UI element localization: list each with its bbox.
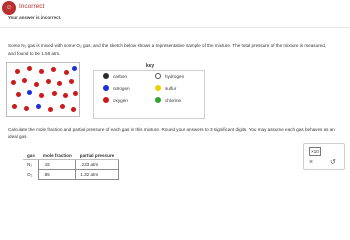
carbon-swatch-icon [103,73,109,79]
question-text-line1: Some N₂ gas is mixed with some O₂ gas, and the sketch below shows a representative sample of the mixture. The total pressure of the mixture is measured, [8,43,327,48]
key-label: sulfur [165,85,177,91]
oxygen-molecule [11,80,16,85]
undo-icon[interactable]: ↺ [330,159,336,166]
table-header-row [23,152,118,160]
table-row [23,160,118,170]
incorrect-status-icon: ☺ [2,1,16,15]
oxygen-molecule [15,69,20,74]
divider [0,27,350,28]
question-text-line3: Calculate the mole fraction and partial pressure of each gas in this mixture. Round your answers to 3 significant digits. You may assume each gas behaves as an [8,127,335,132]
key-label: oxygen [113,97,128,103]
oxygen-swatch-icon [103,97,109,103]
oxygen-molecule [69,79,74,84]
oxygen-molecule [46,79,51,84]
oxygen-molecule [71,107,76,112]
oxygen-molecule [39,93,44,98]
mole-fraction-input[interactable]: .15 [39,160,76,170]
status-message: Your answer is incorrect. [8,15,62,20]
answer-table [23,152,119,180]
answer-tools-panel [303,143,345,170]
oxygen-molecule [52,91,57,96]
key-label: chlorine [165,97,182,103]
key-label: carbon [113,73,128,79]
sulfur-swatch-icon [155,85,161,91]
nitrogen-swatch-icon [103,85,109,91]
clear-icon[interactable]: × [309,159,314,166]
oxygen-molecule [64,70,69,75]
column-header-gas: gas [23,152,39,160]
oxygen-molecule [60,104,65,109]
hydrogen-swatch-icon [155,73,161,79]
oxygen-molecule [34,82,39,87]
partial-pressure-input[interactable]: 1.32 atm [76,170,118,180]
gas-name: O₂ [27,172,33,177]
oxygen-molecule [57,81,62,86]
feedback-banner [0,0,350,27]
oxygen-molecule [63,93,68,98]
question-text-line4: ideal gas. [8,134,28,139]
nitrogen-molecule [72,66,77,71]
status-title: Incorrect [19,3,45,10]
column-header-partial-pressure: partial pressure [76,152,118,160]
nitrogen-molecule [36,104,41,109]
column-header-mole-fraction: mole fraction [39,152,76,160]
oxygen-molecule [16,92,21,97]
scientific-notation-button[interactable]: ×10 [309,147,321,156]
oxygen-molecule [51,67,56,72]
oxygen-molecule [39,69,44,74]
partial-pressure-input[interactable]: .233 atm [76,160,118,170]
question-text-line2: and found to be 1.55 atm. [8,51,61,56]
table-row [23,170,118,180]
gas-name: N₂ [27,162,33,168]
key-panel [93,63,205,119]
oxygen-molecule [22,78,27,83]
nitrogen-molecule [27,90,32,95]
oxygen-molecule [48,107,53,112]
oxygen-molecule [27,66,32,71]
mixture-sketch [6,62,80,117]
chlorine-swatch-icon [155,97,161,103]
mole-fraction-input[interactable]: .85 [39,170,76,180]
oxygen-molecule [73,91,78,96]
key-label: nitrogen [113,85,130,91]
oxygen-molecule [24,106,29,111]
key-title: key [145,63,155,69]
oxygen-molecule [12,104,17,109]
key-label: hydrogen [165,73,185,79]
